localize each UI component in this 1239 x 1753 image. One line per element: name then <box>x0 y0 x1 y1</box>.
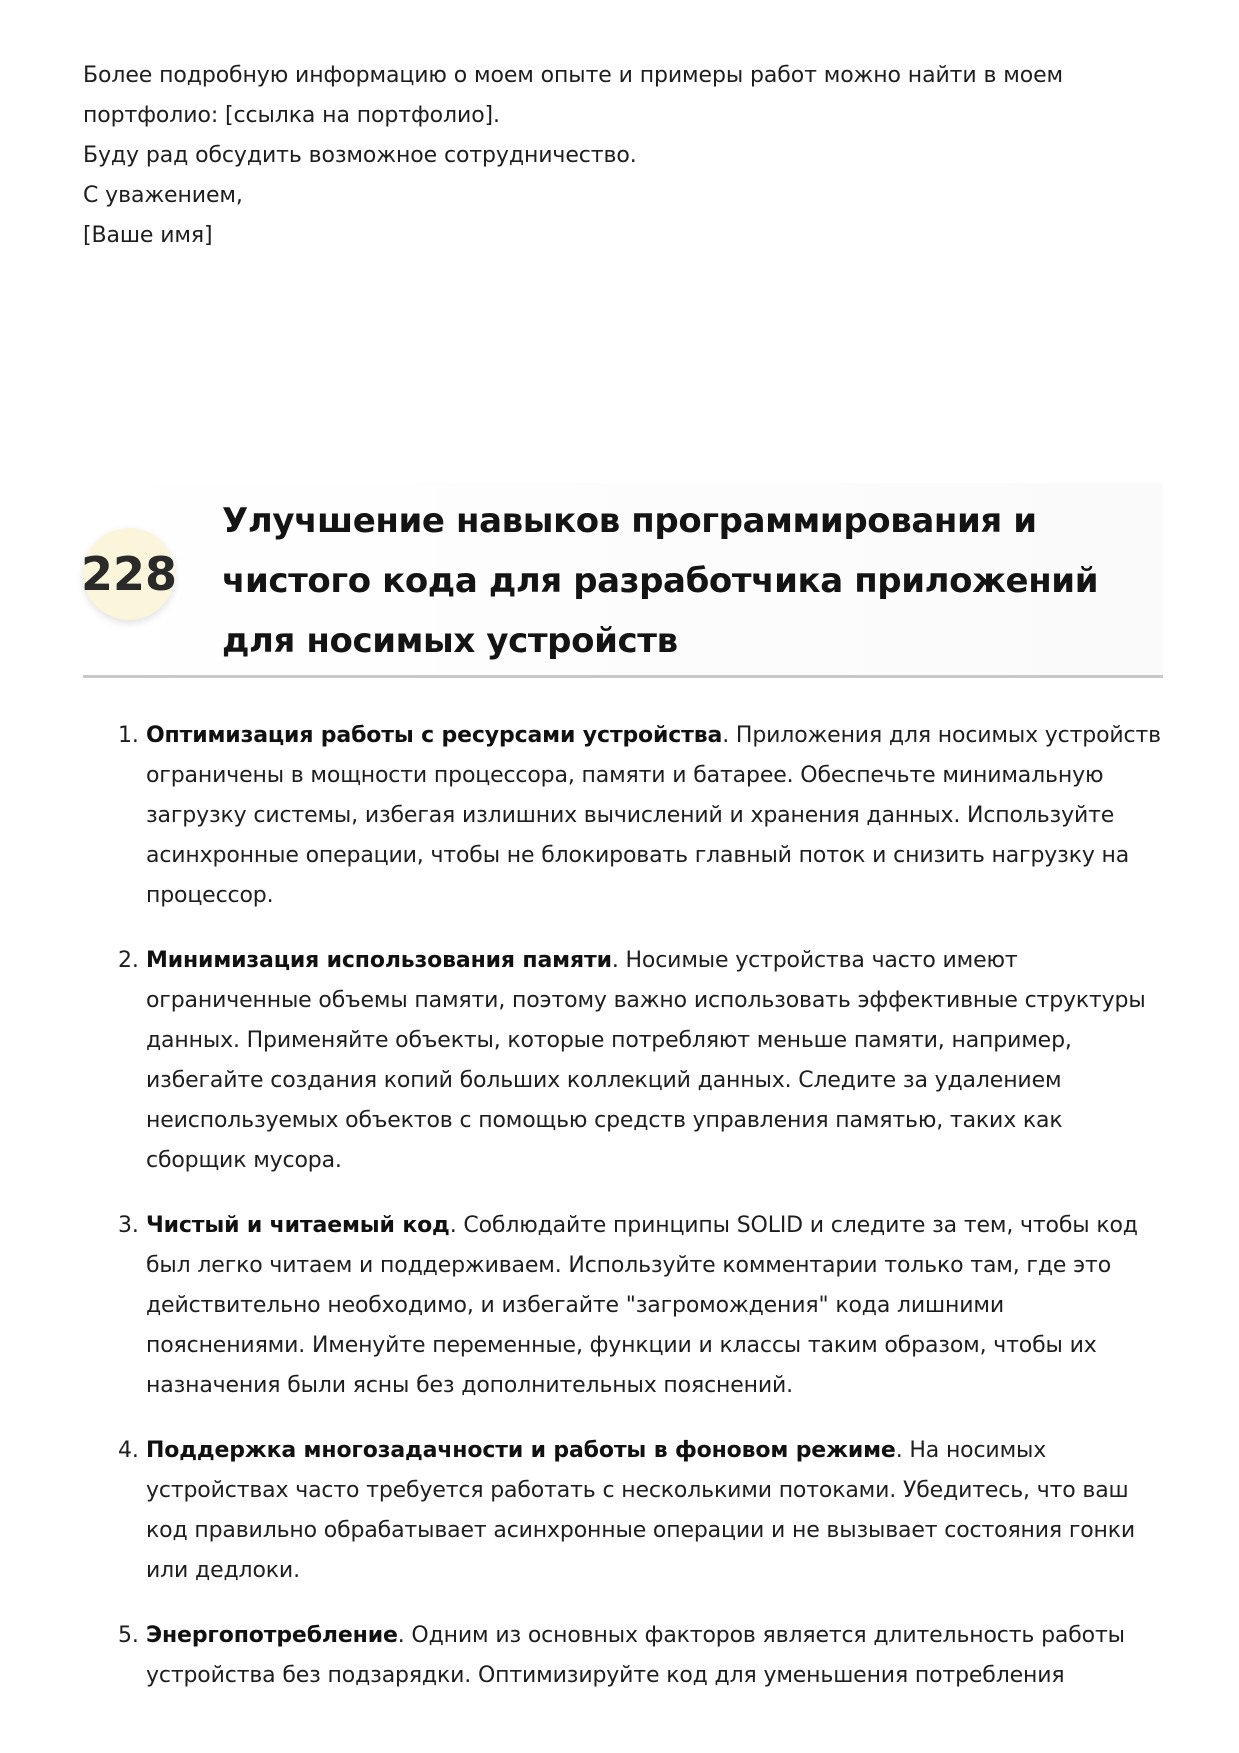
section-number-badge: 228 <box>83 528 175 620</box>
list-item-title: Поддержка многозадачности и работы в фоновом режиме <box>146 1438 896 1463</box>
section-title: Улучшение навыков программирования и чистого кода для разработчика приложений для носимых устройств <box>222 501 1099 661</box>
list-item-number: 5. <box>118 1623 139 1648</box>
list-item-text: . Одним из основных факторов является длительность работы устройства без подзарядки. Оптимизируйте код для уменьшения потребления <box>146 1623 1125 1688</box>
list-item <box>83 941 1163 1181</box>
cooperation-paragraph: Буду рад обсудить возможное сотрудничество. <box>83 143 637 168</box>
signature-line: [Ваше имя] <box>83 223 213 248</box>
list-item-number: 1. <box>118 723 139 748</box>
list-item-number: 4. <box>118 1438 139 1463</box>
closing-line: С уважением, <box>83 183 243 208</box>
list-item-text: . На носимых устройствах часто требуется работать с несколькими потоками. Убедитесь, что ваш код правильно обрабатывает асинхронные операции и не вызывает состояния гонки или дедлоки. <box>146 1438 1136 1583</box>
list-item <box>83 1431 1163 1591</box>
list-item-number: 2. <box>118 948 139 973</box>
portfolio-paragraph: Более подробную информацию о моем опыте и примеры работ можно найти в моем портфолио: [ссылка на портфолио]. <box>83 63 1064 128</box>
list-item <box>83 716 1163 916</box>
list-item-text: . Приложения для носимых устройств ограничены в мощности процессора, памяти и батарее. Обеспечьте минимальную загрузку системы, избегая излишних вычислений и хранения данных. Используйте асинхронные операции, чтобы не блокировать главный поток и снизить нагрузку на процессор. <box>146 723 1161 908</box>
list-item-title: Оптимизация работы с ресурсами устройства <box>146 723 723 748</box>
list-item-title: Минимизация использования памяти <box>146 948 612 973</box>
list-item <box>83 1616 1163 1696</box>
section-heading <box>80 483 1163 678</box>
list-item-title: Энергопотребление <box>146 1623 398 1648</box>
list-item <box>83 1206 1163 1406</box>
tips-list <box>83 716 1163 1721</box>
intro-block <box>83 56 1163 256</box>
list-item-number: 3. <box>118 1213 139 1238</box>
list-item-title: Чистый и читаемый код <box>146 1213 450 1238</box>
list-item-text: . Носимые устройства часто имеют ограниченные объемы памяти, поэтому важно использовать эффективные структуры данных. Применяйте объекты, которые потребляют меньше памяти, например, избегайте создания копий больших коллекций данных. Следите за удалением неиспользуемых объектов с помощью средств управления памятью, таких как сборщик мусора. <box>146 948 1146 1173</box>
list-item-text: . Соблюдайте принципы SOLID и следите за тем, чтобы код был легко читаем и поддерживаем. Используйте комментарии только там, где это действительно необходимо, и избегайте "загромождения" кода лишними пояснениями. Именуйте переменные, функции и классы таким образом, чтобы их назначения были ясны без дополнительных пояснений. <box>146 1213 1138 1398</box>
